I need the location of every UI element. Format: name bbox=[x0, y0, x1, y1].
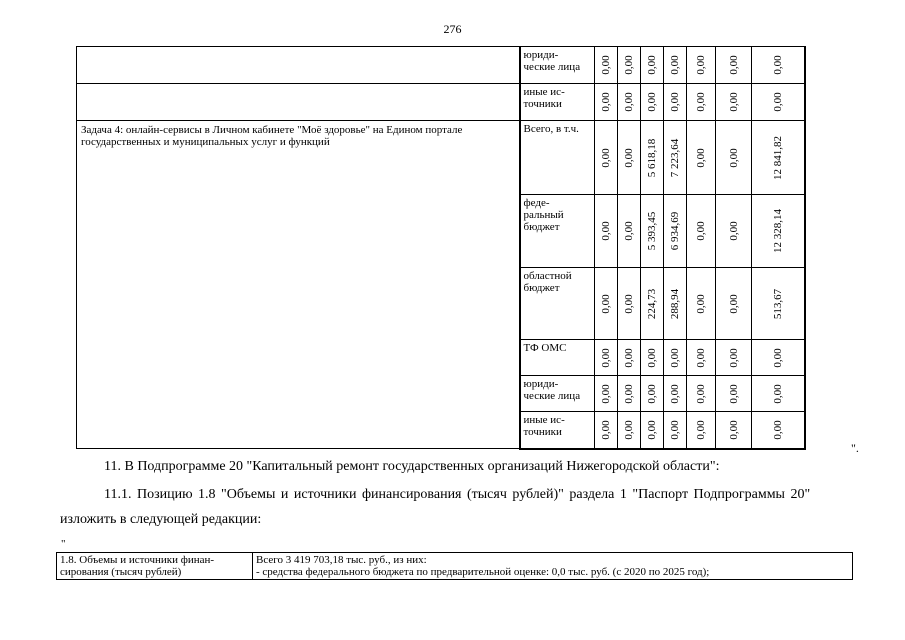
value-cell bbox=[716, 268, 752, 340]
funding-source: юриди- ческие лица bbox=[520, 47, 595, 84]
value-text: 0,00 bbox=[771, 347, 784, 368]
empty-cell bbox=[77, 84, 520, 121]
value-text: 0,00 bbox=[600, 92, 612, 112]
value-cell bbox=[641, 195, 664, 268]
value-text: 0,00 bbox=[669, 383, 681, 404]
value-cell bbox=[664, 121, 687, 195]
closing-quote: ". bbox=[851, 441, 859, 455]
value-cell bbox=[641, 268, 664, 340]
value-text: 0,00 bbox=[646, 347, 658, 368]
value-text: 0,00 bbox=[727, 55, 740, 75]
value-cell bbox=[752, 195, 805, 268]
passport-total: Всего 3 419 703,18 тыс. руб., из них: bbox=[256, 554, 427, 566]
value-text: 0,00 bbox=[646, 420, 658, 440]
value-cell bbox=[716, 340, 752, 376]
value-cell bbox=[618, 121, 641, 195]
value-text: 0,00 bbox=[600, 147, 612, 168]
funding-source: ТФ ОМС bbox=[520, 340, 595, 376]
value-text: 0,00 bbox=[646, 55, 658, 75]
value-cell bbox=[752, 412, 805, 449]
value-text: 0,00 bbox=[623, 347, 635, 368]
value-text: 0,00 bbox=[695, 147, 707, 168]
value-text: 0,00 bbox=[727, 92, 740, 112]
value-cell bbox=[716, 376, 752, 412]
paragraph-11: 11. В Подпрограмме 20 "Капитальный ремонт государственных организаций Нижегородской области": bbox=[104, 459, 720, 474]
value-cell bbox=[687, 121, 716, 195]
passport-federal: - средства федерального бюджета по предварительной оценке: 0,0 тыс. руб. (с 2020 по 2025 год); bbox=[256, 566, 710, 578]
value-cell bbox=[664, 195, 687, 268]
value-cell bbox=[595, 376, 618, 412]
value-cell bbox=[664, 84, 687, 121]
value-cell bbox=[716, 195, 752, 268]
funding-source: областной бюджет bbox=[520, 268, 595, 340]
value-text: 12 328,14 bbox=[771, 209, 784, 253]
value-text: 0,00 bbox=[669, 55, 681, 75]
value-text: 0,00 bbox=[669, 347, 681, 368]
value-cell bbox=[716, 412, 752, 449]
value-text: 0,00 bbox=[600, 221, 612, 241]
value-text: 0,00 bbox=[600, 55, 612, 75]
value-text: 0,00 bbox=[623, 221, 635, 241]
value-text: 0,00 bbox=[600, 420, 612, 440]
value-cell bbox=[664, 47, 687, 84]
value-text: 12 841,82 bbox=[771, 135, 784, 180]
opening-quote: " bbox=[61, 538, 66, 550]
value-text: 224,73 bbox=[646, 288, 658, 319]
value-cell bbox=[641, 340, 664, 376]
value-cell bbox=[687, 376, 716, 412]
value-text: 0,00 bbox=[771, 92, 784, 112]
value-cell bbox=[687, 84, 716, 121]
value-cell bbox=[595, 121, 618, 195]
value-text: 0,00 bbox=[623, 420, 635, 440]
value-cell bbox=[618, 47, 641, 84]
value-cell bbox=[618, 195, 641, 268]
value-cell bbox=[752, 121, 805, 195]
value-text: 0,00 bbox=[727, 221, 740, 241]
value-text: 0,00 bbox=[695, 293, 707, 314]
value-text: 0,00 bbox=[623, 92, 635, 112]
value-text: 0,00 bbox=[727, 293, 740, 314]
value-cell bbox=[595, 84, 618, 121]
value-cell bbox=[752, 376, 805, 412]
value-cell bbox=[752, 268, 805, 340]
value-cell bbox=[716, 47, 752, 84]
value-cell bbox=[664, 412, 687, 449]
value-text: 0,00 bbox=[727, 420, 740, 440]
value-cell bbox=[752, 340, 805, 376]
value-cell bbox=[687, 340, 716, 376]
paragraph-11-1: 11.1. Позицию 1.8 "Объемы и источники финансирования (тысяч рублей)" раздела 1 "Паспорт Подпрограммы 20" bbox=[104, 487, 811, 502]
value-cell bbox=[687, 47, 716, 84]
value-text: 0,00 bbox=[623, 293, 635, 314]
value-cell bbox=[687, 412, 716, 449]
value-text: 0,00 bbox=[669, 420, 681, 440]
value-text: 0,00 bbox=[669, 92, 681, 112]
value-text: 0,00 bbox=[646, 383, 658, 404]
value-cell bbox=[641, 84, 664, 121]
value-cell bbox=[618, 412, 641, 449]
value-text: 0,00 bbox=[695, 55, 707, 75]
financing-table bbox=[76, 46, 806, 450]
value-text: 0,00 bbox=[695, 221, 707, 241]
value-text: 0,00 bbox=[771, 420, 784, 440]
empty-cell bbox=[77, 47, 520, 84]
value-cell bbox=[664, 340, 687, 376]
value-text: 0,00 bbox=[695, 92, 707, 112]
value-text: 0,00 bbox=[623, 147, 635, 168]
passport-row bbox=[57, 553, 853, 580]
value-cell bbox=[618, 340, 641, 376]
value-text: 0,00 bbox=[727, 147, 740, 168]
value-text: 0,00 bbox=[727, 347, 740, 368]
value-cell bbox=[595, 340, 618, 376]
value-text: 5 393,45 bbox=[646, 211, 658, 251]
value-cell bbox=[618, 268, 641, 340]
value-text: 0,00 bbox=[695, 383, 707, 404]
value-text: 7 223,64 bbox=[669, 138, 681, 177]
task-description: Задача 4: онлайн-сервисы в Личном кабинете "Моё здоровье" на Едином портале государственных и муниципальных услуг и функций bbox=[77, 121, 520, 449]
value-cell bbox=[716, 84, 752, 121]
value-text: 0,00 bbox=[695, 347, 707, 368]
value-cell bbox=[687, 268, 716, 340]
value-text: 5 618,18 bbox=[646, 138, 658, 177]
value-text: 0,00 bbox=[771, 383, 784, 404]
table-row bbox=[77, 47, 805, 84]
value-text: 6 934,69 bbox=[669, 211, 681, 251]
value-text: 0,00 bbox=[623, 55, 635, 75]
value-cell bbox=[618, 84, 641, 121]
value-text: 0,00 bbox=[600, 347, 612, 368]
value-cell bbox=[641, 121, 664, 195]
passport-value bbox=[253, 553, 853, 580]
funding-source: юриди- ческие лица bbox=[520, 376, 595, 412]
value-cell bbox=[595, 195, 618, 268]
table-row bbox=[77, 84, 805, 121]
value-cell bbox=[752, 84, 805, 121]
value-cell bbox=[687, 195, 716, 268]
value-cell bbox=[618, 376, 641, 412]
page-number: 276 bbox=[443, 22, 462, 36]
value-cell bbox=[641, 376, 664, 412]
value-cell bbox=[664, 268, 687, 340]
funding-source: иные ис- точники bbox=[520, 412, 595, 449]
value-text: 288,94 bbox=[669, 288, 681, 319]
value-cell bbox=[595, 412, 618, 449]
value-text: 0,00 bbox=[771, 55, 784, 75]
funding-source: феде- ральный бюджет bbox=[520, 195, 595, 268]
value-text: 0,00 bbox=[600, 293, 612, 314]
funding-source: Всего, в т.ч. bbox=[520, 121, 595, 195]
value-text: 0,00 bbox=[695, 420, 707, 440]
funding-source: иные ис- точники bbox=[520, 84, 595, 121]
table-row bbox=[77, 121, 805, 195]
value-text: 0,00 bbox=[600, 383, 612, 404]
value-cell bbox=[595, 47, 618, 84]
value-cell bbox=[752, 47, 805, 84]
value-cell bbox=[641, 47, 664, 84]
value-text: 513,67 bbox=[771, 288, 784, 319]
value-cell bbox=[716, 121, 752, 195]
paragraph-11-1-continued: изложить в следующей редакции: bbox=[60, 512, 262, 527]
value-text: 0,00 bbox=[727, 383, 740, 404]
passport-table bbox=[56, 552, 853, 580]
value-cell bbox=[664, 376, 687, 412]
value-text: 0,00 bbox=[623, 383, 635, 404]
passport-label: 1.8. Объемы и источники финан- сирования (тысяч рублей) bbox=[57, 553, 253, 580]
value-cell bbox=[641, 412, 664, 449]
value-text: 0,00 bbox=[646, 92, 658, 112]
value-cell bbox=[595, 268, 618, 340]
